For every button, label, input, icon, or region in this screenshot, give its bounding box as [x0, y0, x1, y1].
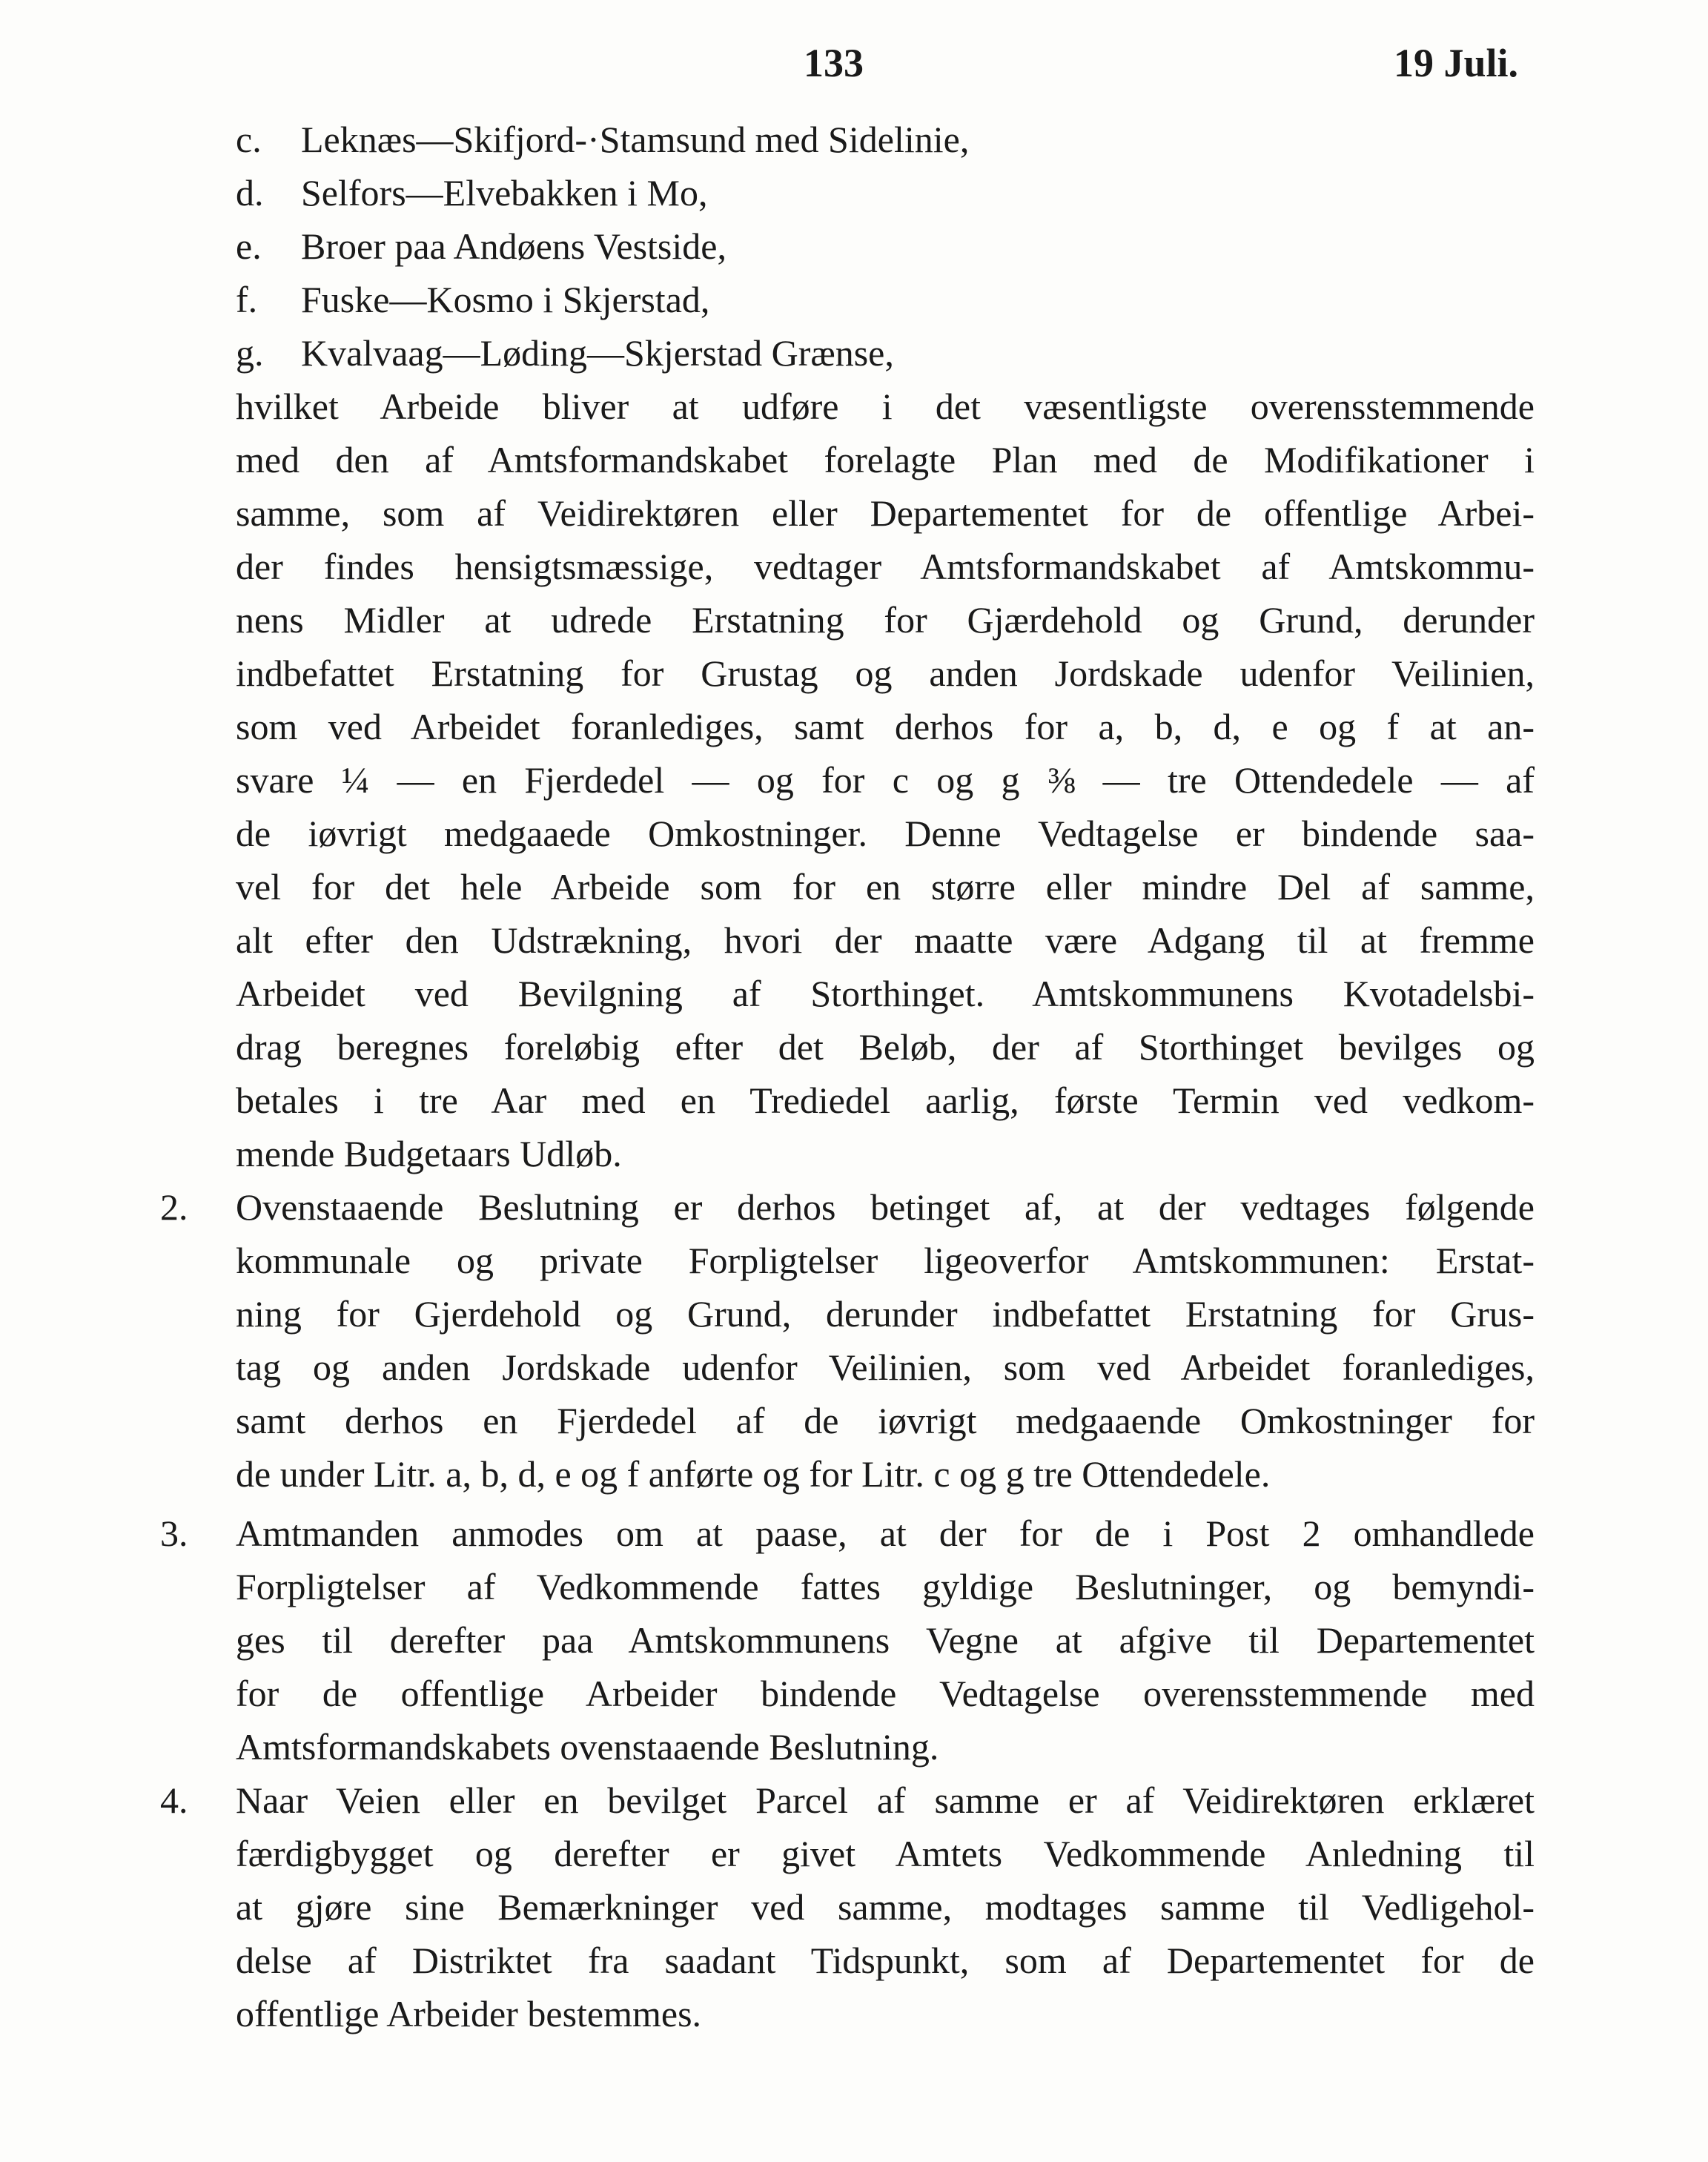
text-line: de iøvrigt medgaaede Omkostninger. Denne Vedtagelse er bindende saa-	[236, 813, 1535, 854]
subitem-text: Fuske—Kosmo i Skjerstad,	[301, 279, 710, 320]
text-line: offentlige Arbeider bestemmes.	[236, 1993, 702, 2034]
text-line: der findes hensigtsmæssige, vedtager Amtsformandskabet af Amtskommu-	[236, 546, 1535, 587]
text-line: ges til derefter paa Amtskommunens Vegne at afgive til Departementet	[236, 1619, 1535, 1661]
subitem-text: Broer paa Andøens Vestside,	[301, 225, 726, 267]
paragraph-item-4	[236, 1773, 1535, 2040]
subitem-d	[236, 166, 1540, 219]
text-line: Amtmanden anmodes om at paase, at der for de i Post 2 omhandlede	[236, 1513, 1535, 1554]
text-line: ning for Gjerdehold og Grund, derunder indbefattet Erstatning for Grus-	[236, 1293, 1535, 1335]
subitem-letter: e.	[236, 225, 262, 267]
text-line: drag beregnes foreløbig efter det Beløb, der af Storthinget bevilges og	[236, 1026, 1535, 1068]
item-number-4: 4.	[160, 1779, 188, 1821]
text-line: nens Midler at udrede Erstatning for Gjærdehold og Grund, derunder	[236, 599, 1535, 641]
subitem-text: Leknæs—Skifjord-·Stamsund med Sidelinie,	[301, 119, 970, 160]
text-line: færdigbygget og derefter er givet Amtets Vedkommende Anledning til	[236, 1833, 1535, 1874]
text-line: svare ¼ — en Fjerdedel — og for c og g ⅜ — tre Ottendedele — af	[236, 759, 1535, 801]
page-number: 133	[804, 41, 864, 85]
item-number-3: 3.	[160, 1513, 188, 1554]
subitem-letter: f.	[236, 279, 258, 320]
subitem-g	[236, 326, 1540, 380]
subitem-letter: c.	[236, 119, 262, 160]
text-line: samme, som af Veidirektøren eller Departementet for de offentlige Arbei-	[236, 492, 1535, 534]
text-line: for de offentlige Arbeider bindende Vedtagelse overensstemmende med	[236, 1673, 1535, 1714]
subitem-c	[236, 113, 1540, 166]
subitem-f	[236, 273, 1540, 326]
paragraph-item-2	[236, 1180, 1535, 1501]
text-line: tag og anden Jordskade udenfor Veilinien, som ved Arbeidet foranlediges,	[236, 1346, 1535, 1388]
text-line: vel for det hele Arbeide som for en større eller mindre Del af samme,	[236, 866, 1535, 908]
subitem-text: Selfors—Elvebakken i Mo,	[301, 172, 708, 214]
text-line: Naar Veien eller en bevilget Parcel af samme er af Veidirektøren erklæret	[236, 1779, 1535, 1821]
text-line: Amtsformandskabets ovenstaaende Beslutning.	[236, 1726, 939, 1768]
subitem-letter: d.	[236, 172, 264, 214]
text-line: delse af Distriktet fra saadant Tidspunkt, som af Departementet for de	[236, 1940, 1535, 1981]
subitem-letter: g.	[236, 332, 264, 374]
text-line: mende Budgetaars Udløb.	[236, 1133, 622, 1174]
paragraph-item-3	[236, 1507, 1535, 1773]
text-line: som ved Arbeidet foranlediges, samt derhos for a, b, d, e og f at an-	[236, 706, 1535, 747]
text-line: de under Litr. a, b, d, e og f anførte og for Litr. c og g tre Ottendedele.	[236, 1453, 1271, 1495]
subitem-list	[236, 113, 1540, 380]
text-line: samt derhos en Fjerdedel af de iøvrigt medgaaende Omkostninger for	[236, 1400, 1535, 1441]
text-line: Arbeidet ved Bevilgning af Storthinget. Amtskommunens Kvotadelsbi-	[236, 973, 1535, 1014]
text-line: betales i tre Aar med en Trediedel aarlig, første Termin ved vedkom-	[236, 1080, 1535, 1121]
text-line: med den af Amtsformandskabet forelagte Plan med de Modifikationer i	[236, 439, 1535, 480]
paragraph-item-1	[236, 380, 1535, 1180]
text-line: Ovenstaaende Beslutning er derhos betinget af, at der vedtages følgende	[236, 1186, 1535, 1228]
date-header: 19 Juli.	[1394, 41, 1519, 85]
subitem-e	[236, 219, 1540, 273]
subitem-text: Kvalvaag—Løding—Skjerstad Grænse,	[301, 332, 894, 374]
text-line: indbefattet Erstatning for Grustag og anden Jordskade udenfor Veilinien,	[236, 652, 1535, 694]
text-line: alt efter den Udstrækning, hvori der maatte være Adgang til at fremme	[236, 919, 1535, 961]
item-number-2: 2.	[160, 1186, 188, 1228]
text-line: Forpligtelser af Vedkommende fattes gyldige Beslutninger, og bemyndi-	[236, 1566, 1535, 1607]
text-line: kommunale og private Forpligtelser ligeoverfor Amtskommunen: Erstat-	[236, 1240, 1535, 1281]
text-line: at gjøre sine Bemærkninger ved samme, modtages samme til Vedligehol-	[236, 1886, 1535, 1928]
text-line: hvilket Arbeide bliver at udføre i det væsentligste overensstemmende	[236, 386, 1535, 427]
